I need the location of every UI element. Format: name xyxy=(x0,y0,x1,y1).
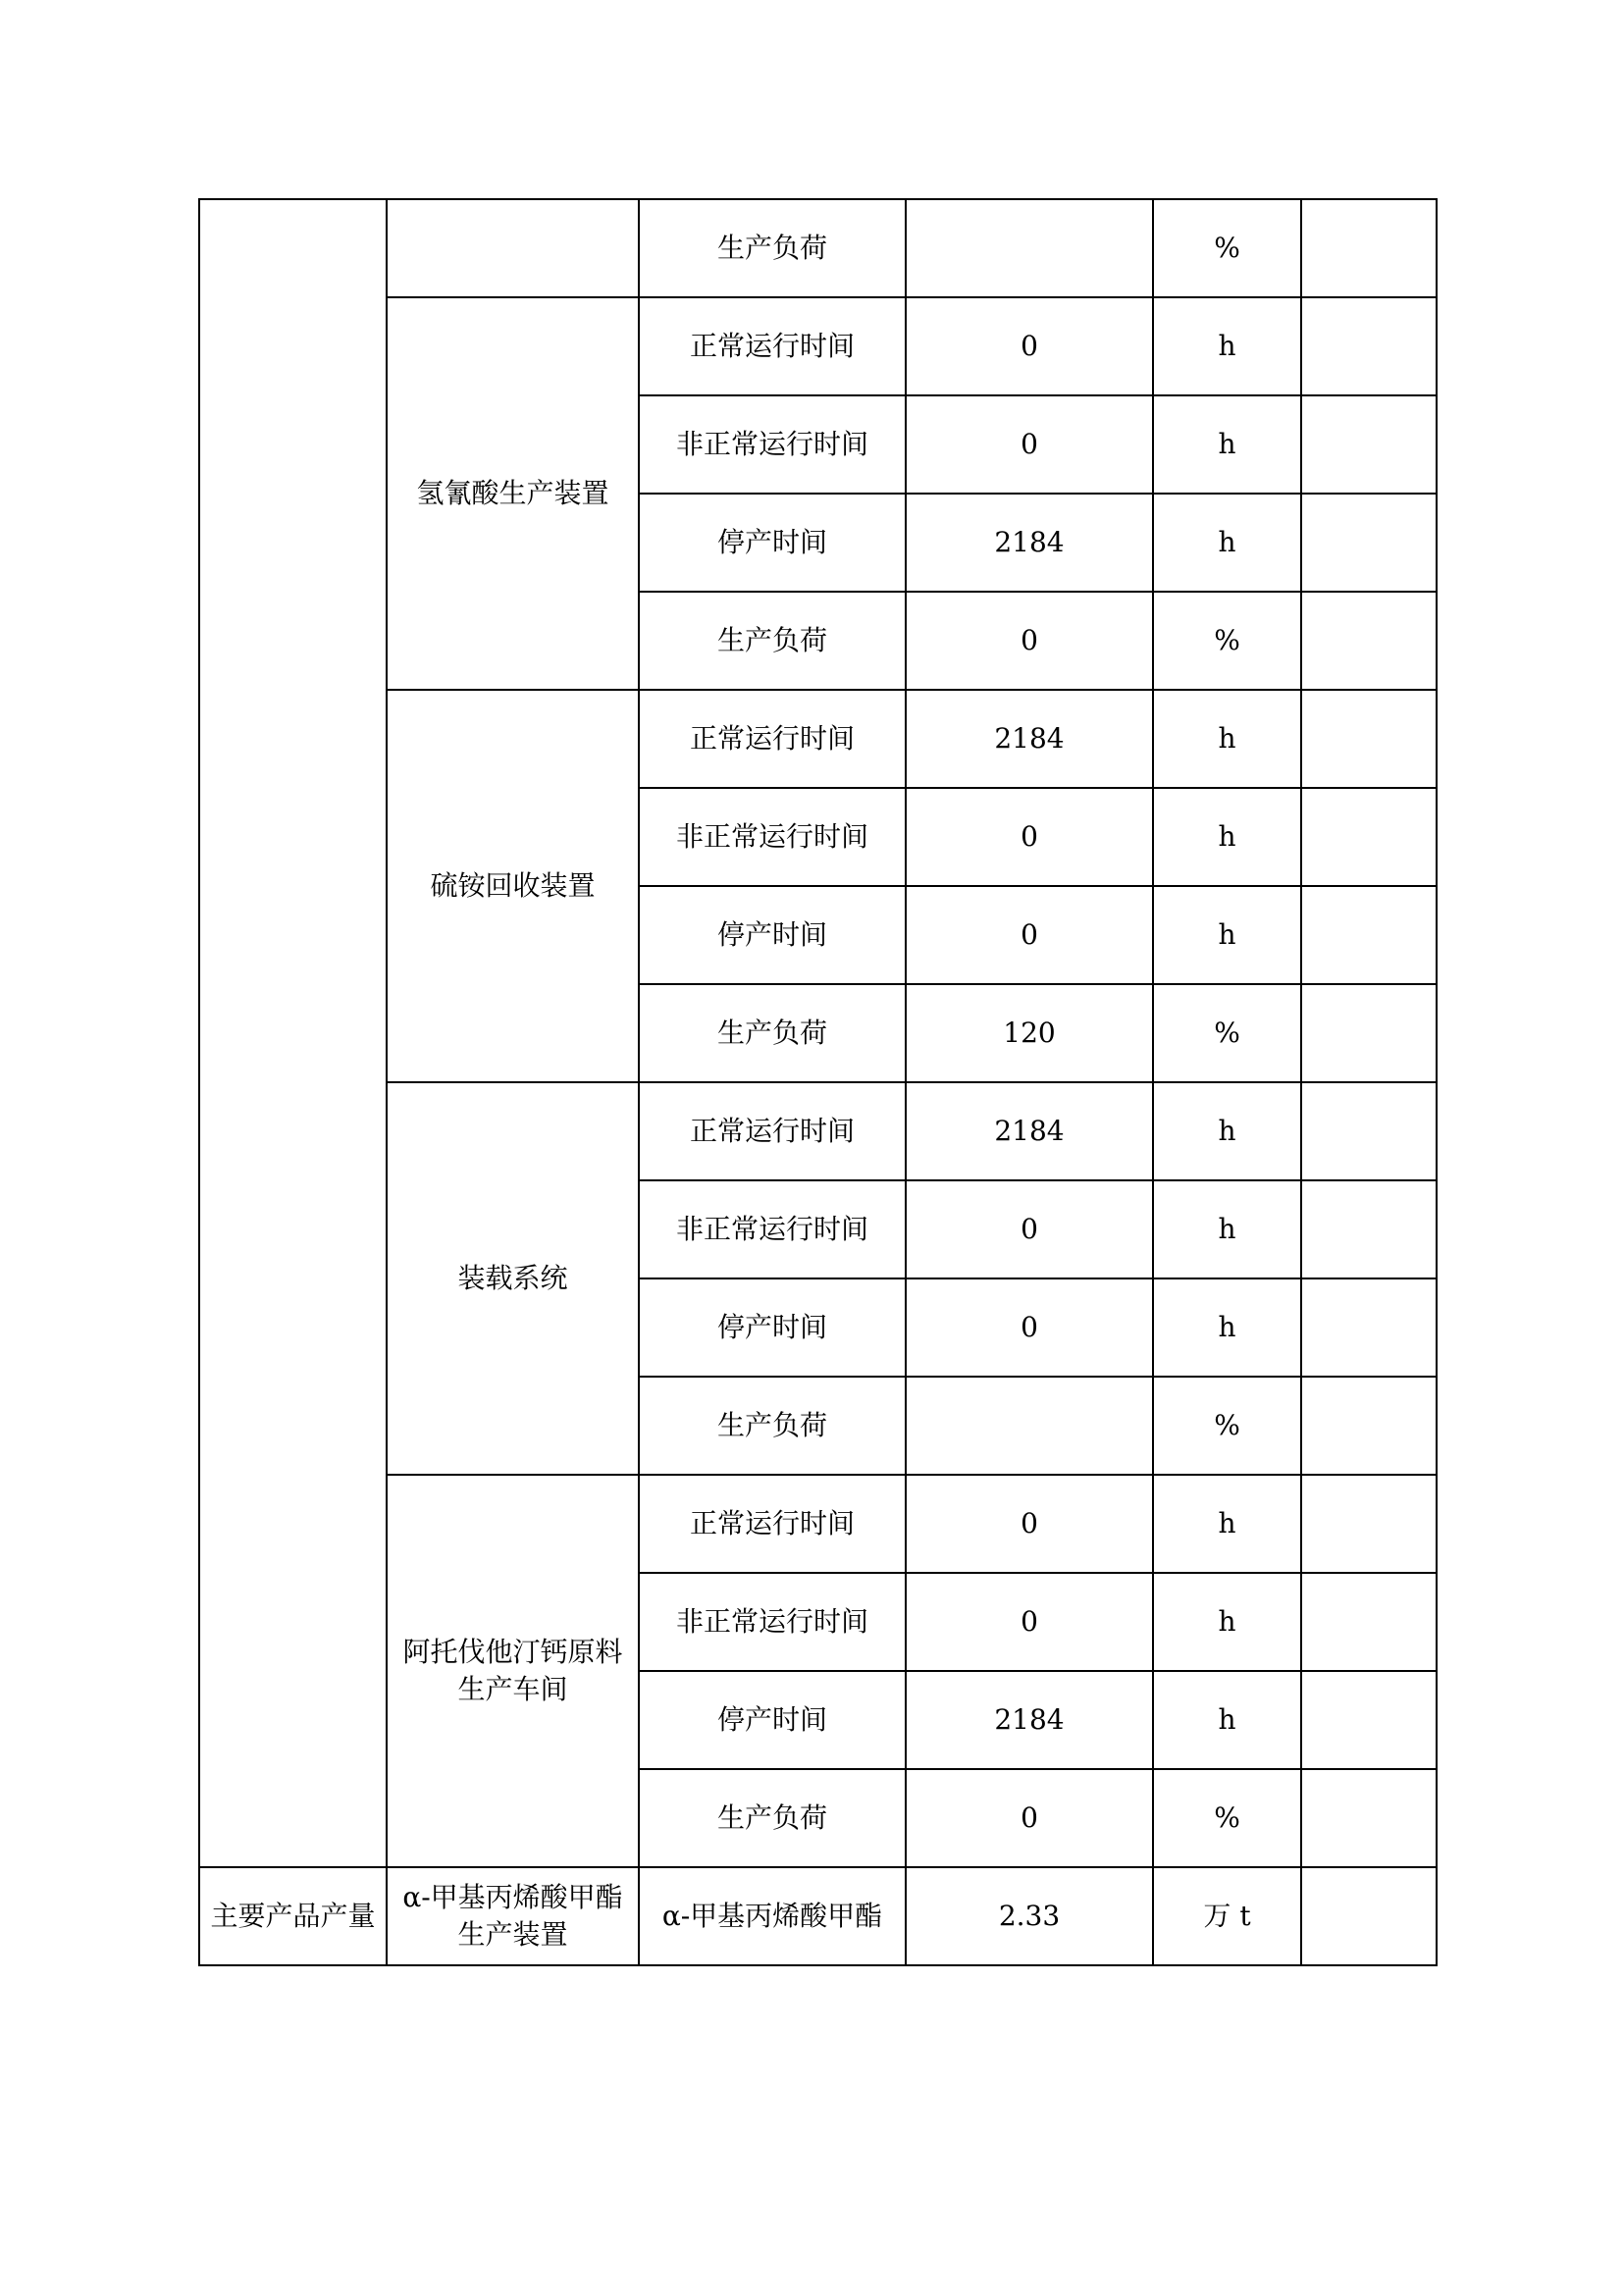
unit-name-cell-blank xyxy=(387,199,639,297)
unit-cell: 万 t xyxy=(1153,1867,1301,1965)
indicator-cell: 正常运行时间 xyxy=(639,1475,906,1573)
unit-name-cell: 硫铵回收装置 xyxy=(387,690,639,1082)
remark-cell xyxy=(1301,1180,1437,1278)
remark-cell xyxy=(1301,395,1437,494)
value-cell: 0 xyxy=(906,1278,1153,1377)
unit-name-cell: 装载系统 xyxy=(387,1082,639,1475)
remark-cell xyxy=(1301,199,1437,297)
value-cell: 0 xyxy=(906,788,1153,886)
unit-cell: % xyxy=(1153,592,1301,690)
unit-cell: % xyxy=(1153,984,1301,1082)
indicator-cell: α-甲基丙烯酸甲酯 xyxy=(639,1867,906,1965)
value-cell: 2.33 xyxy=(906,1867,1153,1965)
indicator-cell: 非正常运行时间 xyxy=(639,788,906,886)
value-cell: 0 xyxy=(906,1769,1153,1867)
indicator-cell: 生产负荷 xyxy=(639,592,906,690)
remark-cell xyxy=(1301,1082,1437,1180)
value-cell: 0 xyxy=(906,1180,1153,1278)
unit-cell: h xyxy=(1153,886,1301,984)
unit-cell: % xyxy=(1153,1769,1301,1867)
table-row xyxy=(199,1867,1437,1965)
value-cell: 0 xyxy=(906,297,1153,395)
unit-cell: % xyxy=(1153,1377,1301,1475)
operation-table xyxy=(198,198,1438,1966)
remark-cell xyxy=(1301,1769,1437,1867)
remark-cell xyxy=(1301,1573,1437,1671)
category-cell: 主要产品产量 xyxy=(199,1867,387,1965)
indicator-cell: 停产时间 xyxy=(639,886,906,984)
remark-cell xyxy=(1301,1377,1437,1475)
value-cell xyxy=(906,1377,1153,1475)
value-cell: 2184 xyxy=(906,690,1153,788)
unit-cell: % xyxy=(1153,199,1301,297)
indicator-cell: 停产时间 xyxy=(639,1671,906,1769)
table-row xyxy=(199,199,1437,297)
remark-cell xyxy=(1301,984,1437,1082)
indicator-cell: 停产时间 xyxy=(639,1278,906,1377)
unit-cell: h xyxy=(1153,297,1301,395)
unit-name-cell: α-甲基丙烯酸甲酯生产装置 xyxy=(387,1867,639,1965)
indicator-cell: 正常运行时间 xyxy=(639,1082,906,1180)
remark-cell xyxy=(1301,592,1437,690)
remark-cell xyxy=(1301,297,1437,395)
data-table-page xyxy=(198,198,1438,1966)
indicator-cell: 停产时间 xyxy=(639,494,906,592)
remark-cell xyxy=(1301,690,1437,788)
unit-cell: h xyxy=(1153,1573,1301,1671)
category-cell-blank xyxy=(199,199,387,1867)
unit-cell: h xyxy=(1153,395,1301,494)
unit-cell: h xyxy=(1153,788,1301,886)
indicator-cell: 生产负荷 xyxy=(639,1377,906,1475)
value-cell: 2184 xyxy=(906,1082,1153,1180)
remark-cell xyxy=(1301,1867,1437,1965)
remark-cell xyxy=(1301,1671,1437,1769)
indicator-cell: 正常运行时间 xyxy=(639,690,906,788)
remark-cell xyxy=(1301,494,1437,592)
unit-cell: h xyxy=(1153,1278,1301,1377)
indicator-cell: 生产负荷 xyxy=(639,984,906,1082)
value-cell: 2184 xyxy=(906,1671,1153,1769)
unit-cell: h xyxy=(1153,690,1301,788)
value-cell xyxy=(906,199,1153,297)
unit-name-cell: 阿托伐他汀钙原料生产车间 xyxy=(387,1475,639,1867)
remark-cell xyxy=(1301,1278,1437,1377)
value-cell: 2184 xyxy=(906,494,1153,592)
indicator-cell: 生产负荷 xyxy=(639,1769,906,1867)
value-cell: 0 xyxy=(906,1573,1153,1671)
unit-cell: h xyxy=(1153,494,1301,592)
unit-cell: h xyxy=(1153,1671,1301,1769)
indicator-cell: 正常运行时间 xyxy=(639,297,906,395)
value-cell: 120 xyxy=(906,984,1153,1082)
unit-name-cell: 氢氰酸生产装置 xyxy=(387,297,639,690)
unit-cell: h xyxy=(1153,1180,1301,1278)
remark-cell xyxy=(1301,886,1437,984)
value-cell: 0 xyxy=(906,886,1153,984)
remark-cell xyxy=(1301,788,1437,886)
value-cell: 0 xyxy=(906,592,1153,690)
unit-cell: h xyxy=(1153,1475,1301,1573)
value-cell: 0 xyxy=(906,1475,1153,1573)
indicator-cell: 非正常运行时间 xyxy=(639,1180,906,1278)
indicator-cell: 生产负荷 xyxy=(639,199,906,297)
indicator-cell: 非正常运行时间 xyxy=(639,395,906,494)
indicator-cell: 非正常运行时间 xyxy=(639,1573,906,1671)
remark-cell xyxy=(1301,1475,1437,1573)
unit-cell: h xyxy=(1153,1082,1301,1180)
value-cell: 0 xyxy=(906,395,1153,494)
